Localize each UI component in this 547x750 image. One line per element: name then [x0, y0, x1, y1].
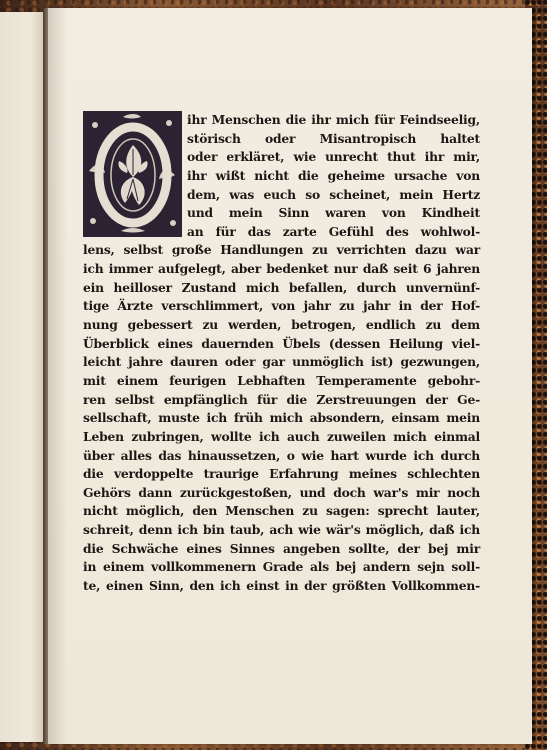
- text-line: in einem vollkommenern Grade als bej andern sejn soll-: [83, 559, 480, 575]
- text-line: die verdoppelte traurige Erfahrung meines schlechten: [83, 466, 480, 482]
- text-line: nicht möglich, den Menschen zu sagen: sprecht lauter,: [83, 503, 480, 519]
- text-line: ihr Menschen die ihr mich für Feindseelig,: [187, 112, 480, 127]
- text-line: nung gebessert zu werden, betrogen, endlich zu dem: [83, 317, 480, 333]
- text-line: die Schwäche eines Sinnes angeben sollte, der bej mir: [83, 540, 480, 556]
- text-line: schreit, denn ich bin taub, ach wie wär's möglich, daß ich: [83, 522, 480, 538]
- text-line: Überblick eines dauernden Übels (dessen Heilung viel-: [83, 335, 480, 351]
- text-line: dem, was euch so scheinet, mein Hertz: [187, 186, 480, 202]
- text-line: ihr wißt nicht die geheime ursache von: [187, 167, 480, 183]
- text-line: an für das zarte Gefühl des wohlwol-: [187, 223, 480, 239]
- text-line: über alles das hinaussetzen, o wie hart wurde ich durch: [83, 447, 480, 463]
- text-line: störisch oder Misantropisch haltet: [187, 130, 480, 146]
- text-line: und mein Sinn waren von Kindheit: [187, 205, 480, 221]
- text-line: ren selbst empfänglich für die Zerstreuungen der Ge-: [83, 391, 480, 407]
- text-line: sellschaft, muste ich früh mich absondern, einsam mein: [83, 410, 480, 426]
- floral-initial-o-icon: [83, 111, 182, 237]
- text-block: [83, 111, 480, 596]
- text-line: mit einem feurigen Lebhaften Temperamente gebohr-: [83, 372, 480, 388]
- text-line: ich immer aufgelegt, aber bedenket nur daß seit 6 jahren: [83, 261, 480, 277]
- text-line: tige Ärzte verschlimmert, von jahr zu jahr in der Hof-: [83, 298, 480, 314]
- text-line: leicht jahre dauren oder gar unmöglich ist) gezwungen,: [83, 354, 480, 370]
- text-line: Leben zubringen, wollte ich auch zuweilen mich einmal: [83, 428, 480, 444]
- text-line: lens, selbst große Handlungen zu verrichten dazu war: [83, 242, 480, 258]
- left-page-edge: [0, 12, 44, 742]
- decorated-initial-o: [83, 111, 182, 237]
- right-page: [48, 8, 532, 744]
- text-line: oder erkläret, wie unrecht thut ihr mir,: [187, 149, 480, 165]
- text-line: Gehörs dann zurückgestoßen, und doch war's mir noch: [83, 484, 480, 500]
- text-line: ein heilloser Zustand mich befallen, durch unvernünf-: [83, 279, 480, 295]
- text-line: te, einen Sinn, den ich einst in der größten Vollkommen-: [83, 578, 480, 594]
